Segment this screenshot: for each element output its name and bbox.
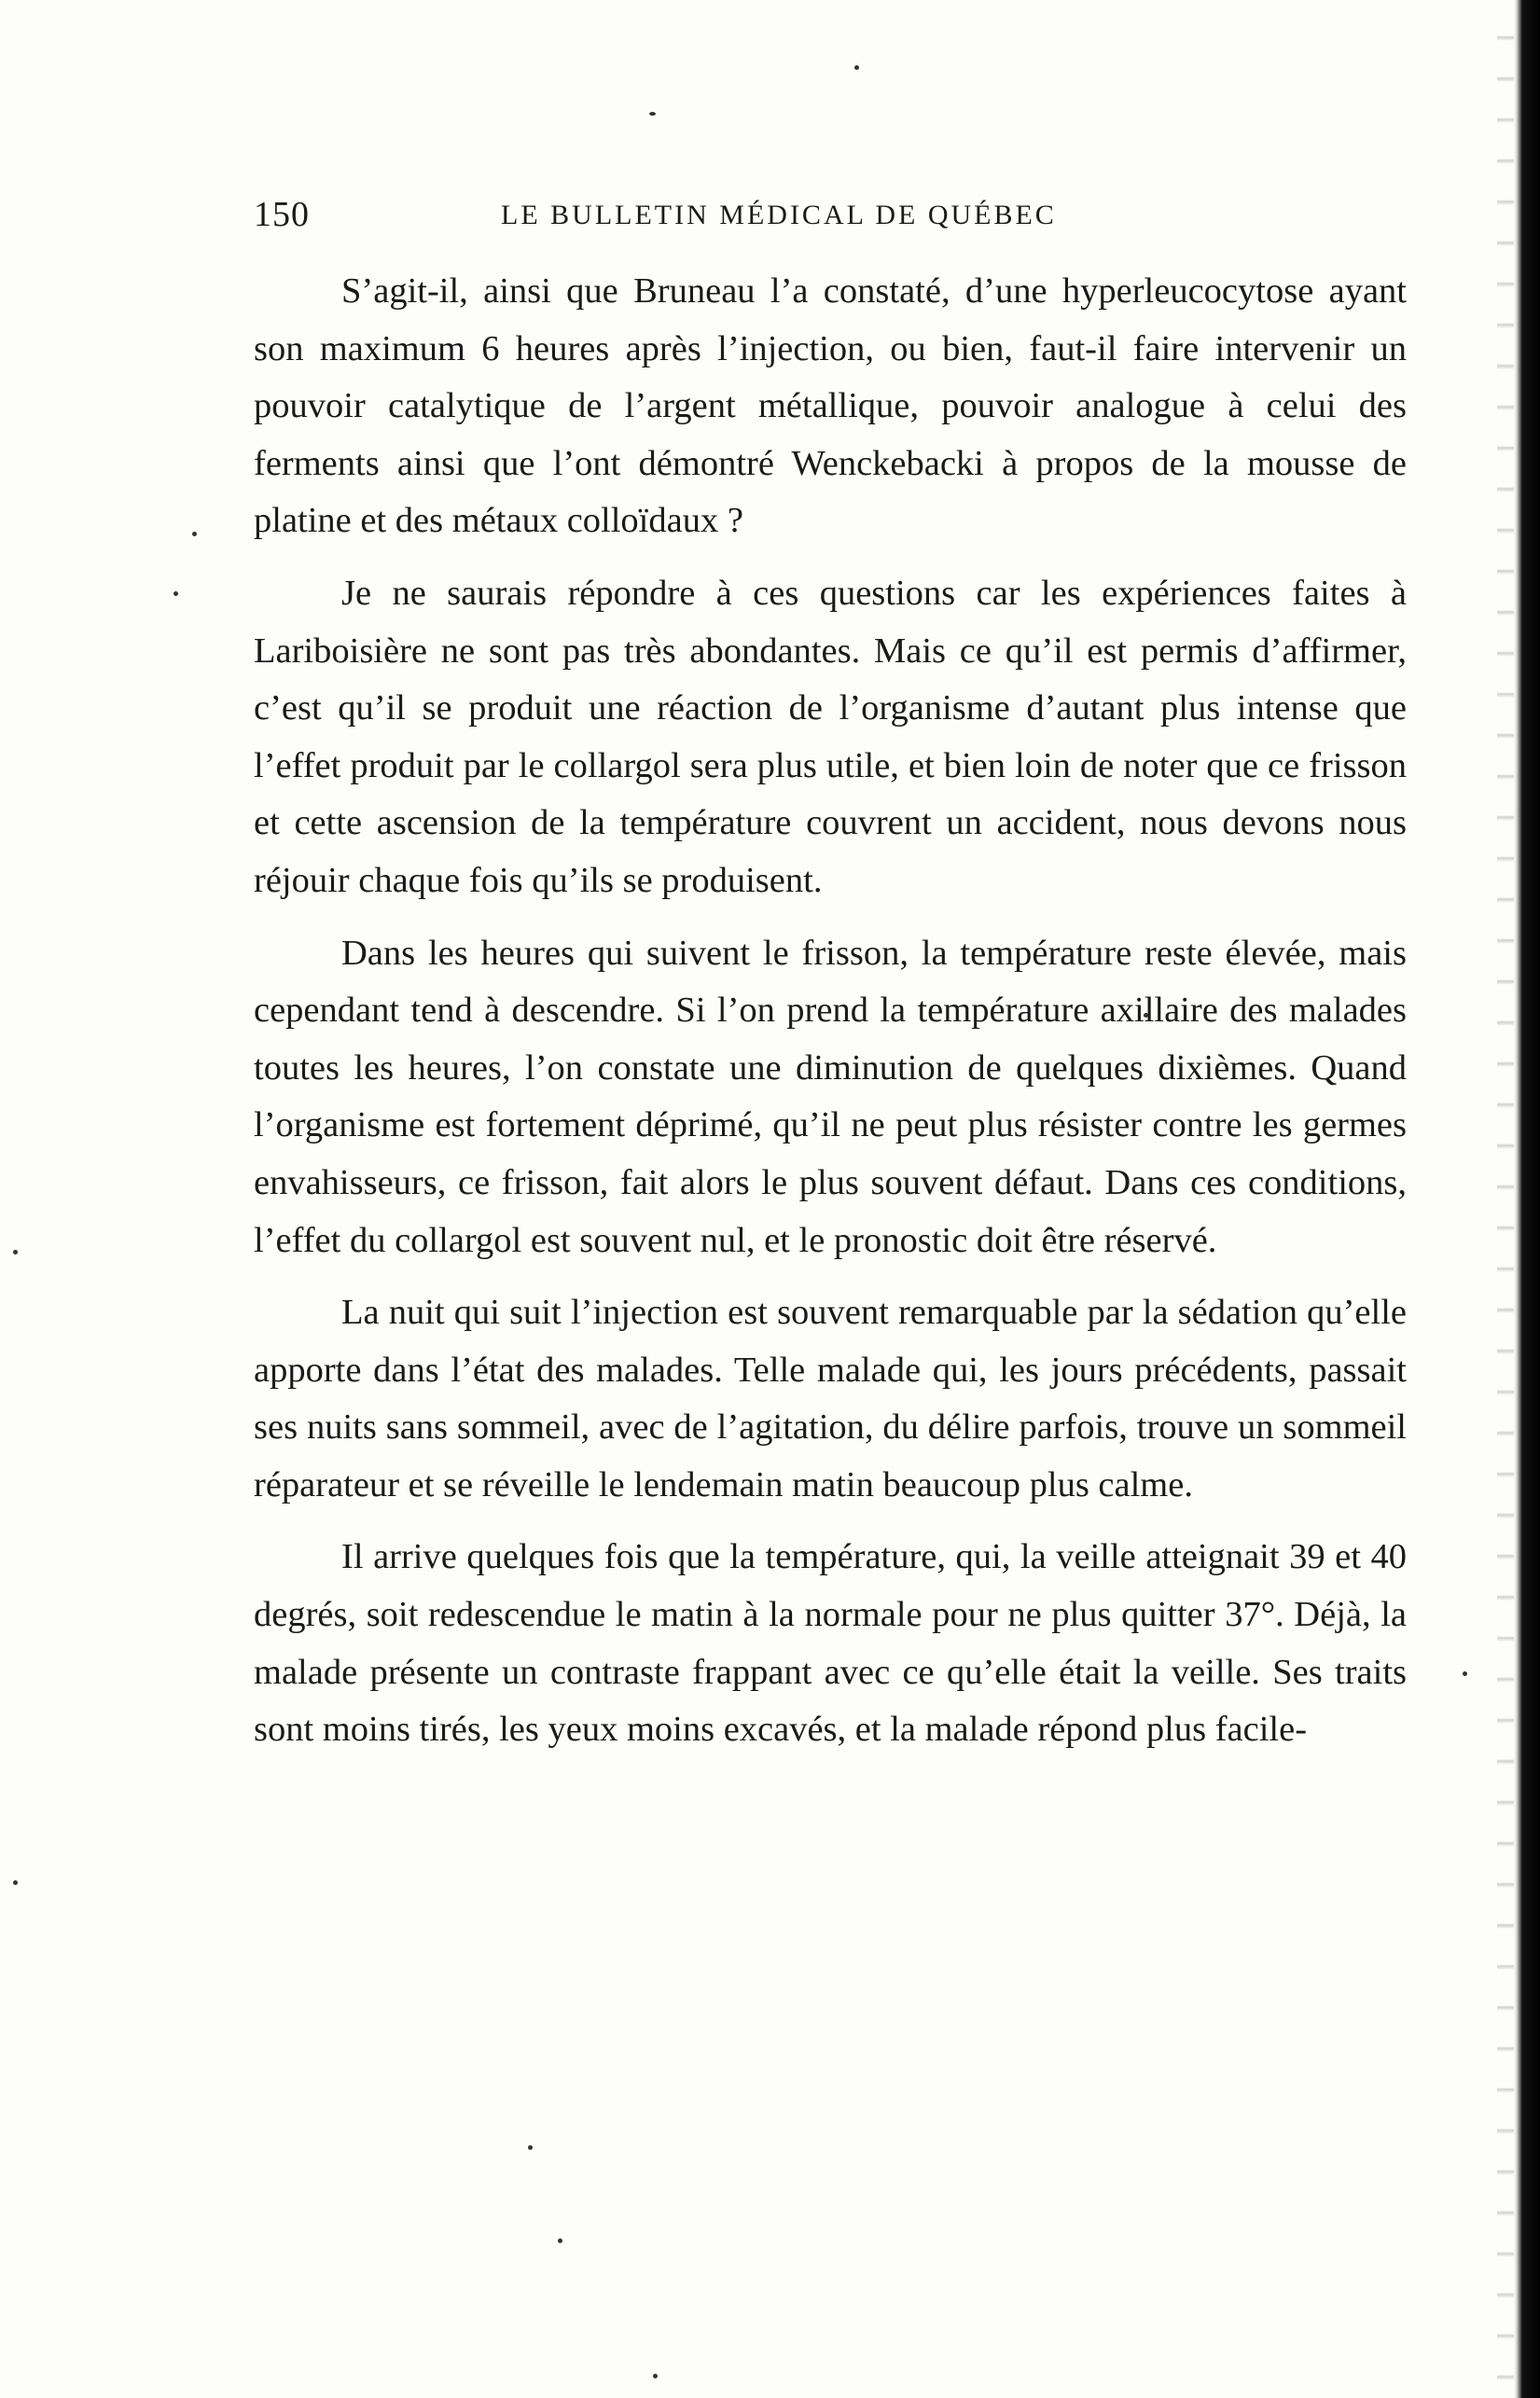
scan-speck — [653, 2374, 658, 2378]
page-number: 150 — [254, 195, 310, 234]
scan-speck — [1463, 1671, 1467, 1676]
scan-speck — [854, 65, 859, 70]
scan-speck — [13, 1880, 18, 1885]
binding-shadow — [1497, 0, 1514, 2398]
scan-speck — [192, 532, 197, 536]
page-header — [254, 194, 1373, 246]
paragraph: La nuit qui suit l’injection est souvent remarquable par la sédation qu’elle apporte dans l’état des malades. Telle malade qui, les jours précédents, passait ses nuits sans sommeil, avec de l’agitation, du délire parfois, trouve un sommeil réparateur et se réveille le lendemain matin beaucoup plus calme. — [254, 1293, 1407, 1504]
paragraph: Dans les heures qui suivent le frisson, la température reste élevée, mais cependant tend à descendre. Si l’on prend la température axillaire des malades toutes les heures, l’on constate une diminution de quelques dixièmes. Quand l’organisme est fortement déprimé, qu’il ne peut plus résister contre les germes envahisseurs, ce frisson, fait alors le plus souvent défaut. Dans ces conditions, l’effet du collargol est souvent nul, et le pronostic doit être réservé. — [254, 933, 1407, 1260]
scan-speck — [173, 591, 178, 596]
scan-speck — [649, 112, 656, 116]
binding-edge — [1514, 0, 1540, 2398]
scan-speck — [13, 1250, 18, 1254]
scan-speck — [558, 2239, 562, 2243]
body-text — [254, 263, 1407, 1774]
scan-speck — [528, 2145, 533, 2150]
paragraph: Il arrive quelques fois que la température, qui, la veille atteignait 39 et 40 degrés, soit redescendue le matin à la normale pour ne plus quitter 37°. Déjà, la malade présente un contraste frappant avec ce qu’elle était la veille. Ses traits sont moins tirés, les yeux moins excavés, et la malade répond plus facile- — [254, 1537, 1407, 1750]
running-title: LE BULLETIN MÉDICAL DE QUÉBEC — [501, 200, 1057, 230]
paragraph: S’agit-il, ainsi que Bruneau l’a constaté, d’une hyperleucocytose ayant son maximum 6 heures après l’injection, ou bien, faut-il faire intervenir un pouvoir catalytique de l’argent métallique, pouvoir analogue à celui des ferments ainsi que l’ont démontré Wenckebacki à propos de la mousse de platine et des métaux colloïdaux ? — [254, 271, 1407, 541]
paragraph: Je ne saurais répondre à ces questions car les expériences faites à Lariboisière ne sont pas très abondantes. Mais ce qu’il est permis d’affirmer, c’est qu’il se produit une réaction de l’organisme d’autant plus intense que l’effet produit par le collargol sera plus utile, et bien loin de noter que ce frisson et cette ascension de la température couvrent un accident, nous devons nous réjouir chaque fois qu’ils se produisent. — [254, 573, 1407, 900]
